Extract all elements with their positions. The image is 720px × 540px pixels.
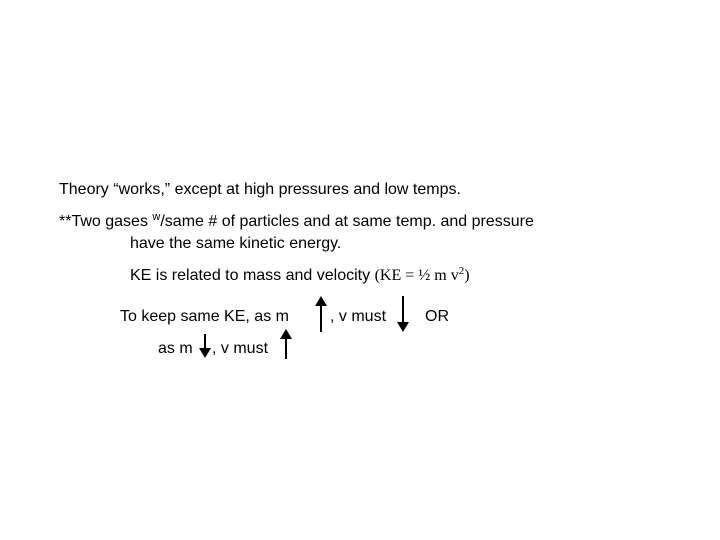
statement-two-gases (59, 212, 534, 233)
as-m-text: as m (158, 340, 193, 357)
statement-v-must-2 (212, 339, 268, 359)
up-arrow-icon (314, 296, 328, 332)
statement-ke-related (130, 266, 470, 287)
theory-works-text: Theory “works,” except at high pressures and low temps. (59, 181, 461, 198)
ke-formula-exponent: 2 (458, 265, 465, 277)
statement-as-m (158, 339, 193, 359)
v-must-text-2: , v must (212, 340, 269, 357)
statement-v-must-1 (330, 307, 386, 327)
down-arrow-icon (396, 296, 410, 332)
ke-formula-main: (KE = ½ m v (374, 267, 459, 284)
down-arrow-icon (198, 334, 212, 358)
statement-keep-same-ke (120, 307, 289, 327)
or-text: OR (425, 308, 449, 325)
keep-same-ke-text: To keep same KE, as m (120, 308, 289, 325)
v-must-text-1: , v must (330, 308, 387, 325)
two-gases-prefix: **Two gases (59, 213, 153, 230)
ke-formula-close: ) (464, 267, 470, 284)
same-kinetic-energy-text: have the same kinetic energy. (130, 235, 342, 252)
ke-formula (375, 267, 470, 284)
up-arrow-icon (279, 329, 293, 359)
statement-theory-works (59, 180, 461, 200)
statement-same-kinetic-energy (130, 234, 341, 254)
two-gases-suffix: /same # of particles and at same temp. and pressure (160, 213, 534, 230)
with-superscript: w (152, 211, 161, 223)
ke-related-text: KE is related to mass and velocity (130, 267, 375, 284)
statement-or (425, 307, 449, 327)
